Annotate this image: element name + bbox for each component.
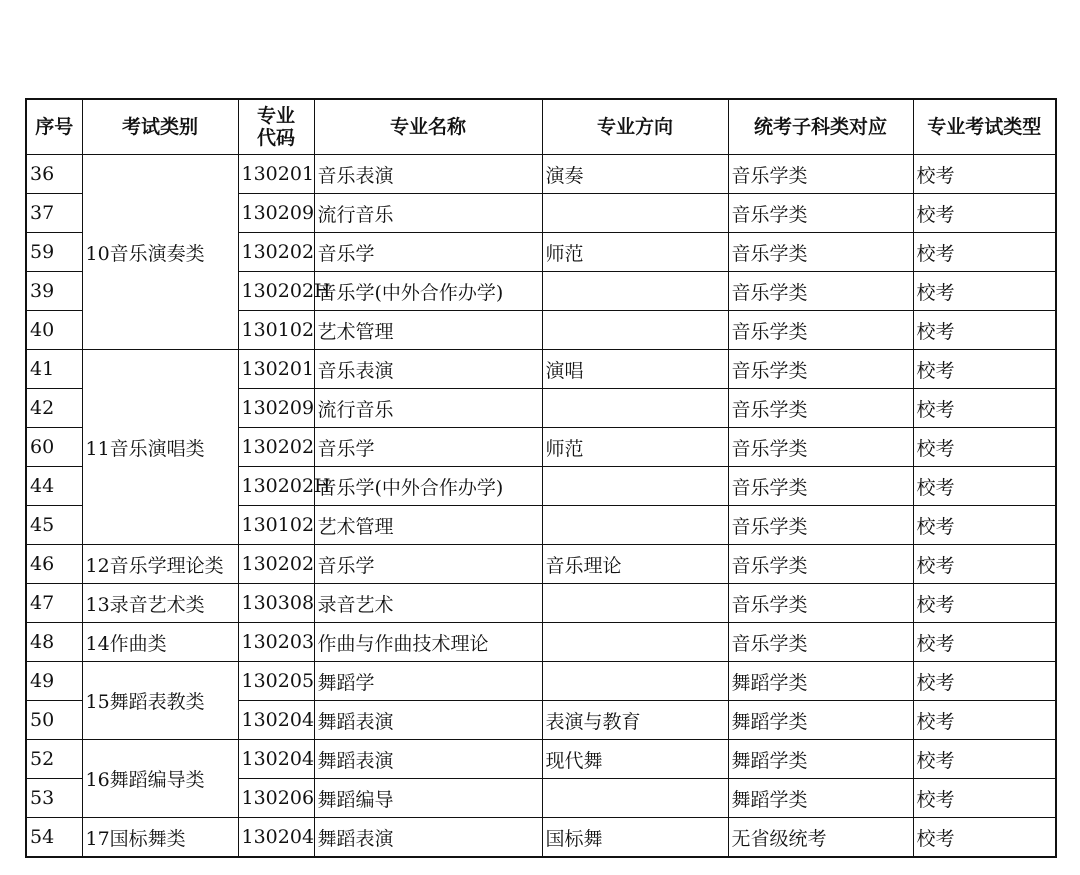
cell-unified: 音乐学类 (728, 389, 913, 428)
cell-code: 130203 (238, 623, 314, 662)
cell-seq: 46 (26, 545, 82, 584)
majors-table (25, 98, 1057, 858)
cell-category: 12音乐学理论类 (82, 545, 238, 584)
cell-seq: 39 (26, 272, 82, 311)
cell-seq: 48 (26, 623, 82, 662)
cell-code: 130102 (238, 311, 314, 350)
cell-unified: 音乐学类 (728, 545, 913, 584)
cell-direction (542, 272, 728, 311)
cell-code: 130201 (238, 155, 314, 194)
cell-type: 校考 (913, 233, 1056, 272)
cell-seq: 49 (26, 662, 82, 701)
cell-type: 校考 (913, 389, 1056, 428)
cell-unified: 音乐学类 (728, 467, 913, 506)
cell-category: 17国标舞类 (82, 818, 238, 858)
cell-code: 130204 (238, 740, 314, 779)
cell-direction: 音乐理论 (542, 545, 728, 584)
cell-code: 130204 (238, 701, 314, 740)
cell-type: 校考 (913, 350, 1056, 389)
cell-unified: 音乐学类 (728, 584, 913, 623)
cell-unified: 音乐学类 (728, 506, 913, 545)
table-row (26, 545, 1056, 584)
cell-direction: 演奏 (542, 155, 728, 194)
cell-direction: 国标舞 (542, 818, 728, 858)
cell-unified: 舞蹈学类 (728, 662, 913, 701)
cell-type: 校考 (913, 272, 1056, 311)
table-row (26, 662, 1056, 701)
cell-seq: 53 (26, 779, 82, 818)
cell-unified: 音乐学类 (728, 350, 913, 389)
cell-seq: 41 (26, 350, 82, 389)
cell-seq: 40 (26, 311, 82, 350)
table-row (26, 740, 1056, 779)
cell-type: 校考 (913, 155, 1056, 194)
header-code (238, 99, 314, 155)
cell-name: 艺术管理 (314, 311, 542, 350)
cell-type: 校考 (913, 545, 1056, 584)
cell-category: 10音乐演奏类 (82, 155, 238, 350)
cell-unified: 音乐学类 (728, 233, 913, 272)
cell-type: 校考 (913, 701, 1056, 740)
header-name: 专业名称 (314, 99, 542, 155)
cell-type: 校考 (913, 623, 1056, 662)
cell-seq: 54 (26, 818, 82, 858)
cell-unified: 音乐学类 (728, 311, 913, 350)
header-type: 专业考试类型 (913, 99, 1056, 155)
table-row (26, 623, 1056, 662)
cell-seq: 42 (26, 389, 82, 428)
cell-code: 130308 (238, 584, 314, 623)
cell-direction (542, 506, 728, 545)
cell-type: 校考 (913, 779, 1056, 818)
cell-unified: 无省级统考 (728, 818, 913, 858)
cell-type: 校考 (913, 194, 1056, 233)
cell-unified: 音乐学类 (728, 428, 913, 467)
cell-name: 舞蹈表演 (314, 818, 542, 858)
cell-direction (542, 194, 728, 233)
cell-type: 校考 (913, 662, 1056, 701)
cell-code: 130202 (238, 545, 314, 584)
cell-direction: 师范 (542, 428, 728, 467)
cell-code: 130206 (238, 779, 314, 818)
header-category: 考试类别 (82, 99, 238, 155)
cell-direction (542, 389, 728, 428)
cell-unified: 舞蹈学类 (728, 740, 913, 779)
cell-direction: 现代舞 (542, 740, 728, 779)
cell-category: 14作曲类 (82, 623, 238, 662)
cell-name: 流行音乐 (314, 389, 542, 428)
header-code-line2: 代码 (256, 127, 295, 149)
cell-direction: 表演与教育 (542, 701, 728, 740)
cell-name: 录音艺术 (314, 584, 542, 623)
cell-name: 舞蹈表演 (314, 701, 542, 740)
cell-direction (542, 779, 728, 818)
cell-name: 流行音乐 (314, 194, 542, 233)
cell-seq: 50 (26, 701, 82, 740)
cell-name: 音乐表演 (314, 350, 542, 389)
cell-seq: 52 (26, 740, 82, 779)
cell-direction: 演唱 (542, 350, 728, 389)
cell-name: 音乐表演 (314, 155, 542, 194)
cell-type: 校考 (913, 467, 1056, 506)
cell-code: 130202H (238, 467, 314, 506)
cell-name: 艺术管理 (314, 506, 542, 545)
cell-direction (542, 467, 728, 506)
cell-direction (542, 311, 728, 350)
cell-name: 舞蹈表演 (314, 740, 542, 779)
header-unified: 统考子科类对应 (728, 99, 913, 155)
cell-seq: 45 (26, 506, 82, 545)
cell-code: 130202H (238, 272, 314, 311)
cell-direction (542, 623, 728, 662)
cell-code: 130202 (238, 428, 314, 467)
cell-code: 130201 (238, 350, 314, 389)
cell-name: 舞蹈学 (314, 662, 542, 701)
cell-category: 16舞蹈编导类 (82, 740, 238, 818)
cell-unified: 音乐学类 (728, 155, 913, 194)
cell-code: 130204 (238, 818, 314, 858)
cell-direction (542, 584, 728, 623)
cell-name: 舞蹈编导 (314, 779, 542, 818)
cell-name: 音乐学 (314, 428, 542, 467)
table-body (26, 155, 1056, 858)
table-row (26, 350, 1056, 389)
cell-name: 作曲与作曲技术理论 (314, 623, 542, 662)
cell-name: 音乐学(中外合作办学) (314, 467, 542, 506)
table-row (26, 155, 1056, 194)
cell-unified: 舞蹈学类 (728, 779, 913, 818)
cell-type: 校考 (913, 428, 1056, 467)
cell-code: 130209 (238, 389, 314, 428)
cell-category: 13录音艺术类 (82, 584, 238, 623)
cell-type: 校考 (913, 740, 1056, 779)
cell-unified: 音乐学类 (728, 272, 913, 311)
cell-category: 15舞蹈表教类 (82, 662, 238, 740)
cell-seq: 59 (26, 233, 82, 272)
cell-seq: 37 (26, 194, 82, 233)
header-direction: 专业方向 (542, 99, 728, 155)
header-row (26, 99, 1056, 155)
cell-code: 130102 (238, 506, 314, 545)
cell-direction: 师范 (542, 233, 728, 272)
cell-code: 130205 (238, 662, 314, 701)
cell-code: 130202 (238, 233, 314, 272)
cell-unified: 舞蹈学类 (728, 701, 913, 740)
cell-type: 校考 (913, 584, 1056, 623)
cell-name: 音乐学(中外合作办学) (314, 272, 542, 311)
header-seq: 序号 (26, 99, 82, 155)
cell-name: 音乐学 (314, 233, 542, 272)
cell-category: 11音乐演唱类 (82, 350, 238, 545)
cell-seq: 47 (26, 584, 82, 623)
header-code-line1: 专业 (256, 105, 295, 127)
cell-type: 校考 (913, 818, 1056, 858)
cell-type: 校考 (913, 506, 1056, 545)
cell-seq: 60 (26, 428, 82, 467)
cell-type: 校考 (913, 311, 1056, 350)
table-row (26, 818, 1056, 858)
cell-name: 音乐学 (314, 545, 542, 584)
cell-code: 130209 (238, 194, 314, 233)
cell-unified: 音乐学类 (728, 194, 913, 233)
cell-seq: 44 (26, 467, 82, 506)
cell-unified: 音乐学类 (728, 623, 913, 662)
cell-seq: 36 (26, 155, 82, 194)
table-row (26, 584, 1056, 623)
cell-direction (542, 662, 728, 701)
